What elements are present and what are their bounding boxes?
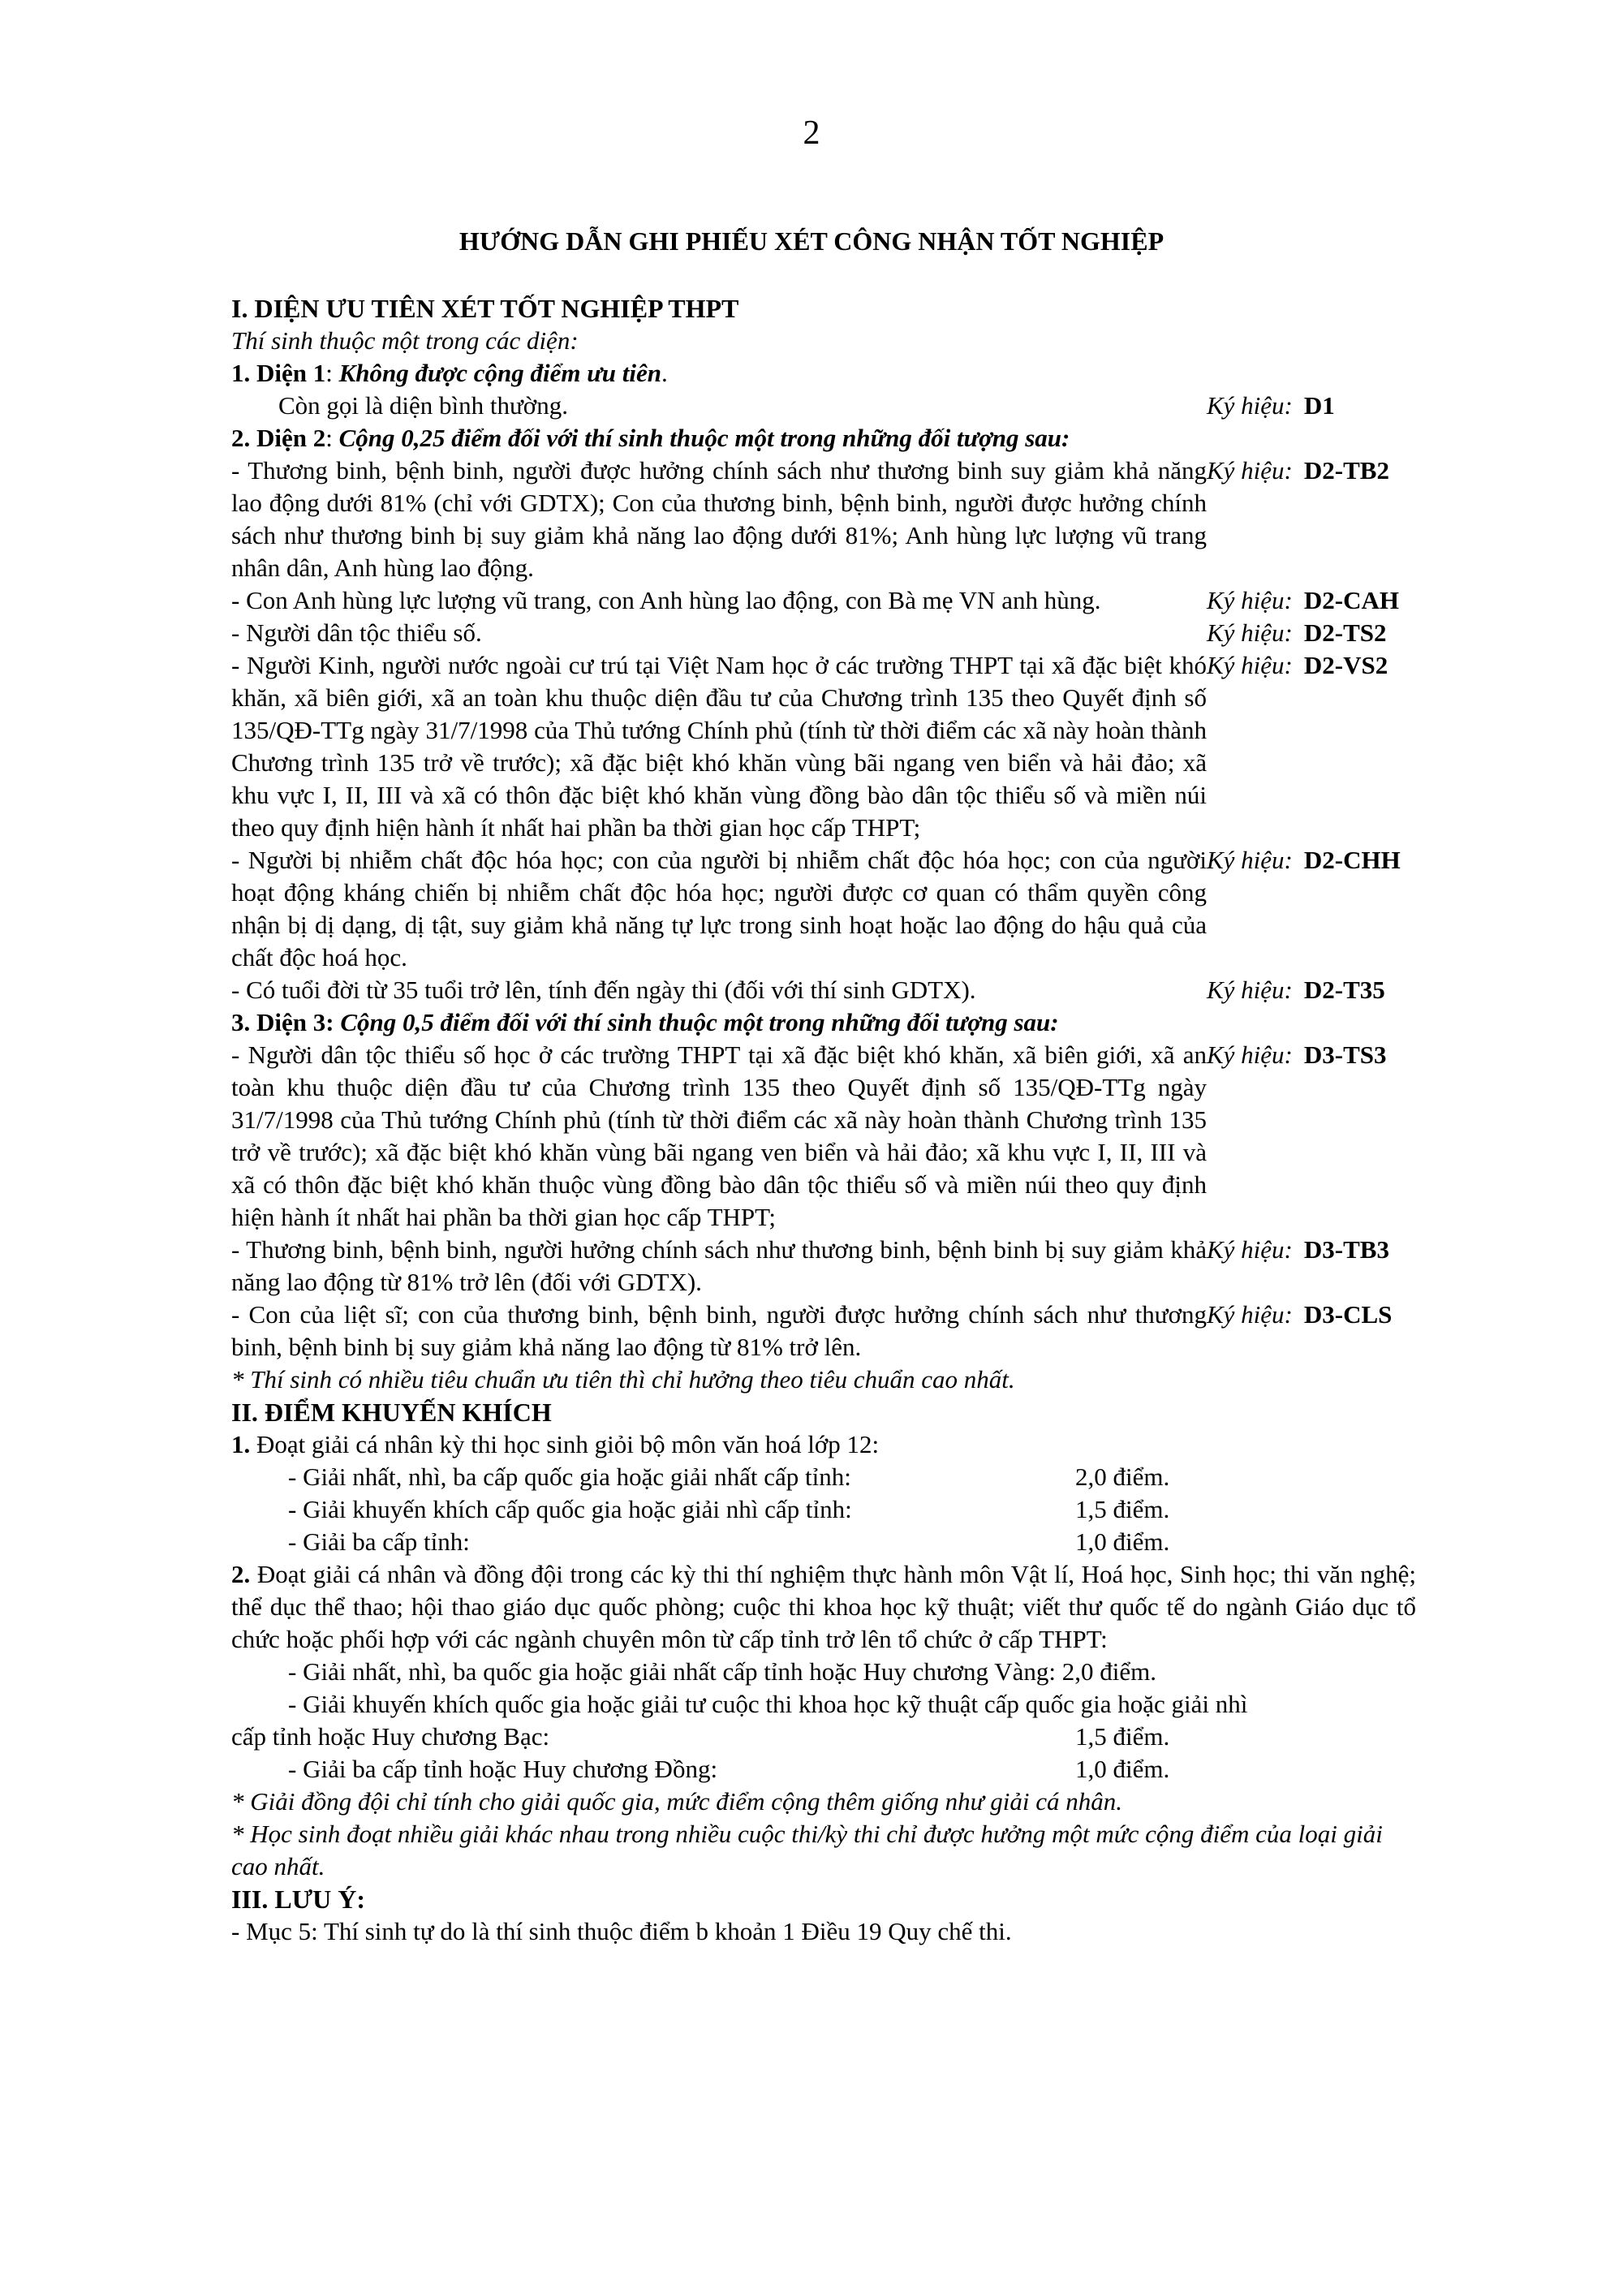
- dien2-item: - Người bị nhiễm chất độc hóa học; con của người bị nhiễm chất độc hóa học; con của người hoạt động kháng chiến bị nhiễm chất độc hóa học; người được cơ quan có thẩm quyền công nhận bị dị dạng, dị tật, suy giảm khả năng tự lực trong sinh hoạt hoặc lao động do hậu quả của chất độc hoá học. Ký hiệu: D2-CHH: [231, 846, 1401, 971]
- dien1-prefix: 1. Diện 1: [231, 359, 326, 387]
- dien2-heading: 2. Diện 2: Cộng 0,25 điểm đối với thí sinh thuộc một trong những đối tượng sau:: [231, 424, 1070, 452]
- dien2-item: - Con Anh hùng lực lượng vũ trang, con Anh hùng lao động, con Bà mẹ VN anh hùng. Ký hiệu: D2-CAH: [231, 586, 1399, 614]
- dien3-title: Cộng 0,5 điểm đối với thí sinh thuộc một trong những đối tượng sau:: [340, 1008, 1059, 1036]
- dien3-prefix: 3. Diện 3:: [231, 1008, 334, 1036]
- award-row-line1: - Giải khuyến khích quốc gia hoặc giải tư cuộc thi khoa học kỹ thuật cấp quốc gia hoặc giải nhì: [288, 1690, 1248, 1718]
- dien1-code: D1: [1303, 391, 1335, 420]
- award-row: - Giải nhất, nhì, ba quốc gia hoặc giải nhất cấp tỉnh hoặc Huy chương Vàng: 2,0 điểm.: [288, 1657, 1156, 1686]
- award-row: cấp tỉnh hoặc Huy chương Bạc: 1,5 điểm.: [231, 1722, 1170, 1751]
- dien3-item: - Con của liệt sĩ; con của thương binh, bệnh binh, người được hưởng chính sách như thương binh, bệnh binh bị suy giảm khả năng lao động từ 81% trở lên. Ký hiệu: D3-CLS: [231, 1300, 1393, 1361]
- section2-heading: II. ĐIỂM KHUYẾN KHÍCH: [231, 1398, 552, 1427]
- award-row: - Giải khuyến khích cấp quốc gia hoặc giải nhì cấp tỉnh: 1,5 điểm.: [288, 1495, 1170, 1523]
- document-body: [231, 292, 1416, 1948]
- section3-text: - Mục 5: Thí sinh tự do là thí sinh thuộc điểm b khoản 1 Điều 19 Quy chế thi.: [231, 1917, 1012, 1945]
- dien2-item: - Người Kinh, người nước ngoài cư trú tại Việt Nam học ở các trường THPT tại xã đặc biệt khó khăn, xã biên giới, xã an toàn khu thuộc diện đầu tư của Chương trình 135 theo Quyết định số 135/QĐ-TTg ngày 31/7/1998 của Thủ tướng Chính phủ (tính từ thời điểm các xã này hoàn thành Chương trình 135 trở về trước); xã đặc biệt khó khăn vùng bãi ngang ven biển và hải đảo; xã khu vực I, II, III và xã có thôn đặc biệt khó khăn vùng đồng bào dân tộc thiểu số và miền núi theo quy định hiện hành ít nhất hai phần ba thời gian học cấp THPT; Ký hiệu: D2-VS2: [231, 651, 1388, 842]
- section2-p2-intro: 2. Đoạt giải cá nhân và đồng đội trong các kỳ thi thí nghiệm thực hành môn Vật lí, Hoá học, Sinh học; thi văn nghệ; thể dục thể thao; hội thao giáo dục quốc phòng; cuộc thi khoa học kỹ thuật; viết thư quốc tế do ngành Giáo dục tổ chức hoặc phối hợp với các ngành chuyên môn từ cấp tỉnh trở lên tổ chức ở cấp THPT:: [231, 1560, 1416, 1653]
- dien1-note: Còn gọi là diện bình thường.: [278, 391, 568, 420]
- dien2-item: - Có tuổi đời từ 35 tuổi trở lên, tính đến ngày thi (đối với thí sinh GDTX). Ký hiệu: D2-T35: [231, 976, 1385, 1004]
- dien1-title: Không được cộng điểm ưu tiên: [338, 359, 662, 387]
- section1-heading: I. DIỆN ƯU TIÊN XÉT TỐT NGHIỆP THPT: [231, 294, 739, 323]
- award-row: - Giải nhất, nhì, ba cấp quốc gia hoặc giải nhất cấp tỉnh: 2,0 điểm.: [288, 1462, 1170, 1491]
- page-title: HƯỚNG DẪN GHI PHIẾU XÉT CÔNG NHẬN TỐT NGHIỆP: [458, 226, 1165, 256]
- dien1-symbol: Ký hiệu: D1: [1207, 390, 1416, 422]
- award-row: - Giải ba cấp tỉnh hoặc Huy chương Đồng: 1,0 điểm.: [288, 1755, 1170, 1783]
- section3-heading: III. LƯU Ý:: [231, 1885, 366, 1914]
- dien2-title: Cộng 0,25 điểm đối với thí sinh thuộc một trong những đối tượng sau:: [338, 424, 1070, 452]
- section2-note1: * Giải đồng đội chỉ tính cho giải quốc gia, mức điểm cộng thêm giống như giải cá nhân.: [231, 1787, 1123, 1816]
- dien3-heading: [231, 1006, 1416, 1039]
- section1-note: * Thí sinh có nhiều tiêu chuẩn ưu tiên thì chỉ hưởng theo tiêu chuẩn cao nhất.: [231, 1365, 1015, 1394]
- award-row: - Giải ba cấp tỉnh: 1,0 điểm.: [288, 1527, 1170, 1556]
- dien1-row: [231, 390, 1416, 422]
- dien2-item: - Người dân tộc thiểu số. Ký hiệu: D2-TS2: [231, 618, 1387, 647]
- section1-intro: Thí sinh thuộc một trong các diện:: [231, 326, 579, 355]
- dien1-heading: 1. Diện 1: Không được cộng điểm ưu tiên.: [231, 359, 668, 387]
- dien3-item: - Thương binh, bệnh binh, người hưởng chính sách như thương binh, bệnh binh bị suy giảm khả năng lao động từ 81% trở lên (đối với GDTX). Ký hiệu: D3-TB3: [231, 1235, 1389, 1296]
- dien3-item: - Người dân tộc thiểu số học ở các trường THPT tại xã đặc biệt khó khăn, xã biên giới, xã an toàn khu thuộc diện đầu tư của Chương trình 135 theo Quyết định số 135/QĐ-TTg ngày 31/7/1998 của Thủ tướng Chính phủ (tính từ thời điểm các xã này hoàn thành Chương trình 135 trở về trước); xã đặc biệt khó khăn vùng bãi ngang ven biển và hải đảo; xã khu vực I, II, III và xã có thôn đặc biệt khó khăn thuộc vùng đồng bào dân tộc thiểu số và miền núi theo quy định hiện hành ít nhất hai phần ba thời gian học cấp THPT; Ký hiệu: D3-TS3: [231, 1040, 1387, 1231]
- dien2-prefix: 2. Diện 2: [231, 424, 326, 452]
- section2-note2: * Học sinh đoạt nhiều giải khác nhau trong nhiều cuộc thi/kỳ thi chỉ được hưởng một mức cộng điểm của loại giải cao nhất.: [231, 1820, 1383, 1880]
- dien2-item: - Thương binh, bệnh binh, người được hưởng chính sách như thương binh suy giảm khả năng lao động dưới 81% (chỉ với GDTX); Con của thương binh, bệnh binh, người được hưởng chính sách như thương binh bị suy giảm khả năng lao động dưới 81%; Anh hùng lực lượng vũ trang nhân dân, Anh hùng lao động. Ký hiệu: D2-TB2: [231, 456, 1389, 582]
- page-number: 2: [803, 114, 820, 152]
- section2-p1-intro: 1. Đoạt giải cá nhân kỳ thi học sinh giỏi bộ môn văn hoá lớp 12:: [231, 1430, 880, 1458]
